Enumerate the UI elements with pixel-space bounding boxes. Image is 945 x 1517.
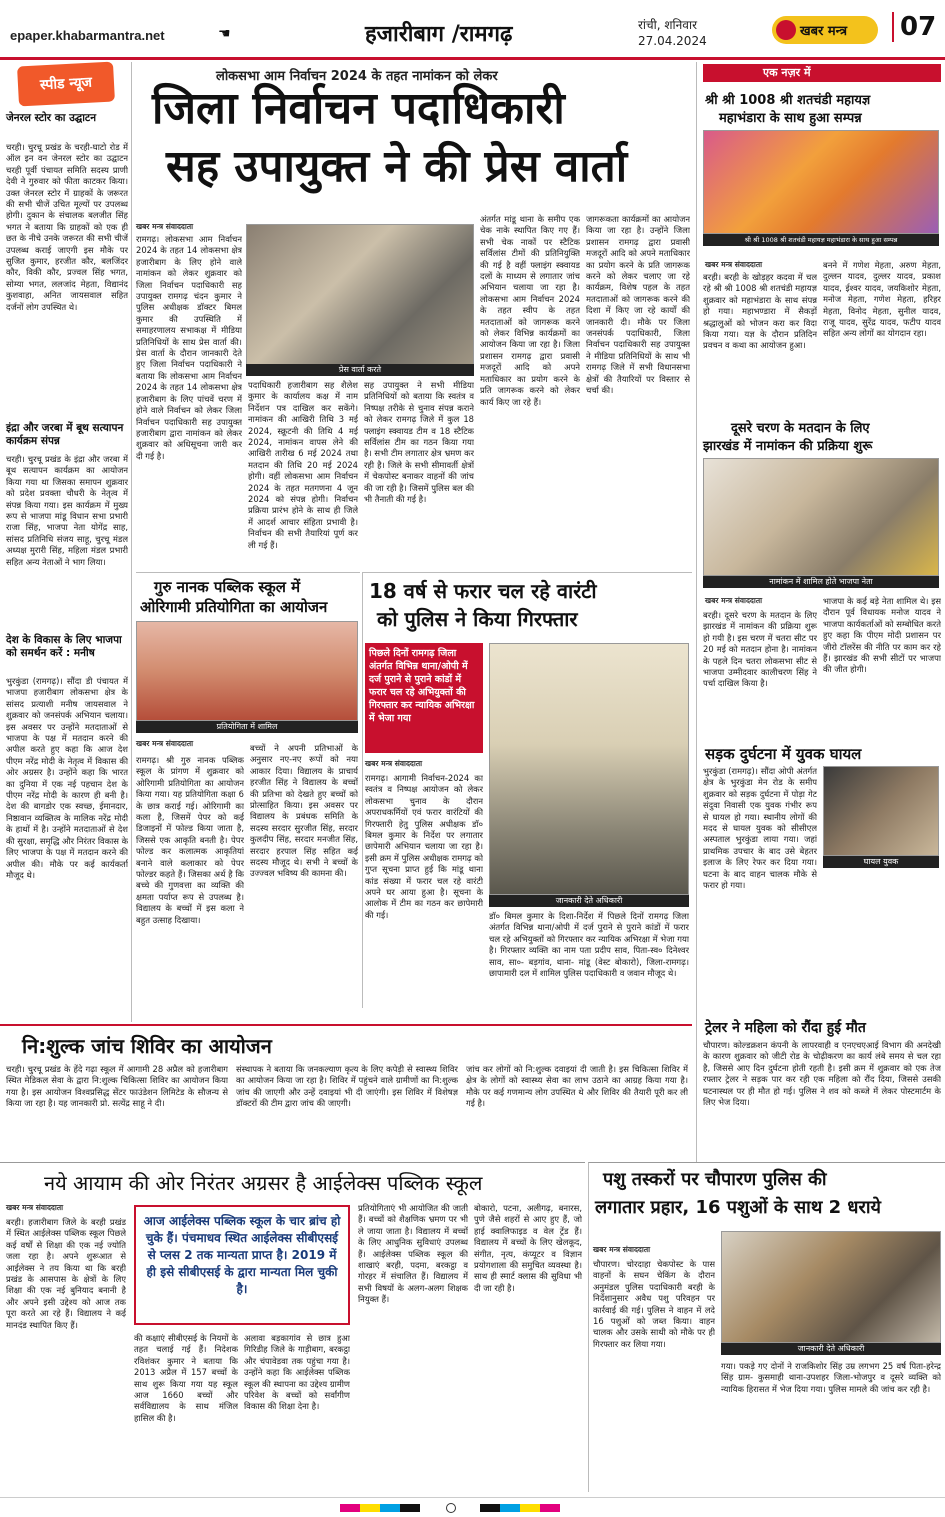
gn-photo <box>136 621 358 721</box>
trailer-headline: ट्रेलर ने महिला को रौंदा हुई मौत <box>705 1020 866 1036</box>
lead-kicker: लोकसभा आम निर्वाचन 2024 के तहत नामांकन को लेकर <box>216 69 498 84</box>
cattle-byline: खबर मन्त्र संवाददाता <box>593 1245 651 1254</box>
ilex-story <box>0 1162 585 1492</box>
cattle-story <box>588 1162 945 1492</box>
accident-photo-caption: घायल युवक <box>823 856 939 868</box>
nomination-photo-caption: नामांकन में शामिल होते भाजपा नेता <box>703 576 939 588</box>
lead-headline-2: सह उपायुक्त ने की प्रेस वार्ता <box>166 141 628 192</box>
nomination-photo <box>703 458 939 576</box>
yajna-headline-2: महाभंडारा के साथ हुआ सम्पन्न <box>719 111 862 126</box>
yajna-photo-caption: श्री श्री 1008 श्री शतचंडी महायज्ञ महाभंडारा के साथ हुआ सम्पन्न <box>703 234 939 246</box>
yajna-headline-1: श्री श्री 1008 श्री शतचंडी महायज्ञ <box>705 93 871 108</box>
cursor-icon: ☚ <box>218 26 231 42</box>
warrant-story <box>362 572 692 1008</box>
gn-col-2: बच्चों ने अपनी प्रतिभाओं के अनुसार नए-नए रूपों को नया आकार दिया। विद्यालय के प्राचार्य हरजीत सिंह ने विद्यालय के बच्चों की प्रतिभा को देखते हुए बच्चों को प्रोत्साहित किया। इस अवसर पर विद्यालय के प्रबंधक समिति के सदस्य सरदार सुरजीत सिंह, सरदार कुलदीप सिंह, सरदार मनजीत सिंह, सरदार हरपाल सिंह सहित कई सदस्य मौजूद थे। सभी ने बच्चों के उज्ज्वल भविष्य की कामना की। <box>250 743 358 879</box>
accident-body: भुरकुंडा (रामगढ़)। सौंदा ओपी अंतर्गत क्षेत्र के भुरकुंडा मेन रोड के समीप शुक्रवार को सड़क दुर्घटना में पोड़ा गेट संदुवा निवासी एक युवक गंभीर रूप से घायल हो गया। स्थानीय लोगों की मदद से घायल युवक को सीसीएल अस्पताल भुरकुंडा लाया गया। जहां प्राथमिक उपचार के बाद उसे बेहतर इलाज के लिए रेफर कर दिया गया। घटना के बाद वाहन चालक मौके से फरार हो गया। <box>703 766 817 891</box>
ek-nazar-bar <box>703 64 941 82</box>
warrant-col-1: रामगढ़। आगामी निर्वाचन-2024 का स्वतंत्र व निष्पक्ष आयोजन को लेकर लोकसभा चुनाव के दौरान अपराधकर्मियों एवं फरार वारंटियों की गिरफ्तारी हेतु पुलिस अधीक्षक डॉ० बिमल कुमार के निर्देश पर लगातार छापेमारी अभियान चलाया जा रहा है। इसी क्रम में पुलिस अधीक्षक रामगढ़ को गुप्त सूचना प्राप्त हुई कि मांडू थाना कांड संख्या में फरार चल रहे वारंटी अपने घर आया हुआ है। सूचना के आलोक में टीम का गठन कर छापेमारी की गई। <box>365 773 483 920</box>
trailer-body: चौपारण। कोल्डक्रशन कंपनी के लापरवाही व एनएचएआई विभाग की अनदेखी के कारण शुक्रवार को जीटी रोड के चोढ़ीकरण का कार्य लंबे समय से चल रहा है, जिससे आए दिन दुर्घटना होती रहती है। इसी क्रम में शुक्रवार को एक तेज रफ्तार ट्रेलर ने सड़क पार कर रही एक महिला को रौंद दिया, जिससे उसकी घटनास्थल पर ही मौत हो गई। पुलिस ने शव को कब्जे में लेकर पोस्टमार्टम के लिए भेज दिया। <box>703 1040 941 1108</box>
reg-mark-icon <box>446 1503 456 1513</box>
yajna-byline: खबर मन्त्र संवाददाता <box>705 260 763 269</box>
nomination-byline: खबर मन्त्र संवाददाता <box>705 596 763 605</box>
news-title-store: जेनरल स्टोर का उद्घाटन <box>6 112 97 124</box>
accident-headline: सड़क दुर्घटना में युवक घायल <box>705 745 862 763</box>
cattle-headline-1: पशु तस्करों पर चौपारण पुलिस की <box>603 1169 827 1190</box>
accident-photo <box>823 766 939 856</box>
color-bar <box>340 1504 420 1512</box>
news-body-bjp: भुरकुंडा (रामगढ़)। सौंदा डी पंचायत में भाजपा हजारीबाग लोकसभा क्षेत्र के सांसद प्रत्याशी मनीष जायसवाल ने शुक्रवार को जनसंपर्क अभियान चलाया। इस अवसर पर उन्होंने मतदाताओं से भाजपा के पक्ष में मतदान करने की अपील करते हुए कहा कि आज देश पीएम नरेंद्र मोदी के नेतृत्व में विकास की ओर अग्रसर है। उन्होंने कहा कि भारत का दुनिया में एक नई पहचान देश के पीएम नरेंद्र मोदी के कारण ही बनी है। देश की बागडोर एक स्वच्छ, ईमानदार, निष्ठावान व्यक्तित्व के मालिक नरेंद्र मोदी के हाथों में है। उन्होंने मतदाताओं से देश की सुरक्षा, समृद्धि और निरंतर विकास के लिए भाजपा के पक्ष में मतदान करने की अपील की। मौके पर कई कार्यकर्ता मौजूद थे। <box>6 676 128 880</box>
health-col-1: चरही। चुरचू प्रखंड के हेंदे गढ़ा स्कूल में आगामी 28 अप्रैल को हजारीबाग स्थित मेडिकल सेवा के द्वारा नि:शुल्क चिकित्सा शिविर का आयोजन किया गया है। इस आयोजन विश्वप्रसिद्ध सेंटर फाउंडेशन लिमिटेड के सौजन्य से किया जा रहा है। यह जानकारी प्रो. सत्येंद्र साहू ने दी। <box>6 1064 228 1109</box>
lead-col-5: जागरूकता कार्यक्रमों का आयोजन किया जा रहा है। उन्होंने जिला प्रशासन रामगढ़ द्वारा प्रवासी मजदूरों आदि को अपने मताधिकार का प्रयोग करने के प्रति जागरूक करने को लेकर चलाए जा रहे कार्यक्रम, विशेष पहल के तहत मतदाताओं को जागरूक करने की दिशा में किए जा रहे कार्यों की जानकारी दी। मौके पर जिला जनसंपर्क पदाधिकारी, जिला निर्वाचन पदाधिकारी सह उपायुक्त ने मीडिया प्रतिनिधियों के साथ भी रामगढ़ जिले में सभी विधानसभा क्षेत्रों की तैयारियों पर विस्तार से चर्चा की। <box>586 214 690 396</box>
speed-news-label: स्पीड न्यूज <box>39 74 93 94</box>
right-column <box>696 62 945 1162</box>
cattle-photo-caption: जानकारी देते अधिकारी <box>721 1343 941 1355</box>
cattle-headline-2: लगातार प्रहार, 16 पशुओं के साथ 2 धराये <box>595 1197 881 1218</box>
nomination-headline-2: झारखंड में नामांकन की प्रक्रिया शुरू <box>703 439 873 454</box>
gn-byline: खबर मन्त्र संवाददाता <box>136 739 194 748</box>
health-col-2: संस्थापक ने बताया कि जनकल्याण कृत्य के लिए कपेड़ी से स्वास्थ्य शिविर का आयोजन किया जा रहा है। शिविर में पहुंचने वाले ग्रामीणों का नि:शुल्क जांच की जाएगी और उन्हें दवाइयां भी दी जाएंगी। इस शिविर में विशेषज्ञ डॉक्टरों की टीम द्वारा जांच की जाएगी। <box>236 1064 458 1109</box>
yajna-col-1: बरही। बरही के खोड़हर कदवा में चल रहे श्री श्री 1008 श्री शतचंडी महायज्ञ शुक्रवार को महाभंडारा के साथ संपन्न हो गया। महाभण्डारा में सैकड़ों श्रद्धालुओं को भोजन करा कर विदा किया गया। यज्ञ के दौरान प्रतिदिन प्रवचन व कथा का आयोजन हुआ। <box>703 272 817 351</box>
cattle-col-2: गया। पकड़े गए दोनों ने राजकिशोर सिंह उम्र लगभग 25 वर्ष पिता-हरेन्द्र सिंह ग्राम- कुसमाही थाना-उपशहर जिला-भोजपुर व दूसरे व्यक्ति को न्यायिक हिरासत में भेज दिया गया। पुलिस मामले की जांच कर रही है। <box>721 1361 941 1394</box>
gn-photo-caption: प्रतियोगिता में शामिल <box>136 721 358 733</box>
yajna-photo <box>703 130 939 234</box>
warrant-col-2: डॉ० बिमल कुमार के दिशा-निर्देश में पिछले दिनों रामगढ़ जिला अंतर्गत विभिन्न थाना/ओपी में दर्ज पुराने से पुराने कांडों में फरार चल रहे अभियुक्तों को गिरफ्तार कर न्यायिक अभिरक्षा में भेजा गया है। गिरफ्तार व्यक्ति का नाम पता प्रदीप साव, पिता-स्व० दिनेश्वर साव, सा०- बड़गांव, थाना- मांडू (वेस्ट बोकारो), जिला-रामगढ़। छापामारी दल में शामिल पुलिस पदाधिकारी व जवान मौजूद थे। <box>489 911 689 979</box>
registration-strip <box>0 1497 945 1517</box>
yajna-col-2: बनने में गणेश मेहता, अरुण मेहता, दुल्लन यादव, दुल्लर यादव, प्रकाश यादव, ईश्वर यादव, जयकिशोर मेहता, मनोज मेहता, गणेश मेहता, हरिहर मेहता, विनोद मेहता, सुनील यादव, राजू यादव, सुरेंद्र यादव, फटीप यादव सहित अन्य लोगों का योगदान रहा। <box>823 260 941 339</box>
lead-col-3: सह उपायुक्त ने सभी मीडिया प्रतिनिधियों को बताया कि स्वतंत्र व निष्पक्ष तरीके से चुनाव संपन्न कराने को लेकर रामगढ़ जिले में कुल 18 फ्लाइंग स्क्वायड टीम व 18 स्टैटिक सर्विलांस टीम का गठन किया गया है। सभी टीम लगातार क्षेत्र भ्रमण कर रही है। जिले के सभी सीमावर्ती क्षेत्रों में चेकपोस्ट बनाकर वाहनों की जांच की जा रही है। जिसमें पुलिस बल की भी तैनाती की गई है। <box>364 380 474 505</box>
health-col-3: जांच कर लोगों को नि:शुल्क दवाइयां दी जाती है। इस चिकित्सा शिविर में क्षेत्र के लोगों को स्वास्थ्य सेवा का लाभ उठाने का आग्रह किया गया है। मौके पर कई गणमान्य लोग उपस्थित थे और शिविर की तैयारी पूरी कर ली गई है। <box>466 1064 688 1109</box>
ilex-col-3: अलावा बड़कागांव से छात्र हुआ गिरिडीह जिले के गाड़ीबाग, बरकट्ठा और चंपावेडवा तक पहुंचा गया है। उन्होंने कहा कि आईलेक्स पब्लिक स्कूल की स्थापना का उद्देश्य ग्रामीण परिवेश के बच्चों को सर्वांगीण विकास की शिक्षा देना है। <box>244 1333 350 1412</box>
nomination-col-2: भाजपा के कई बड़े नेता शामिल थे। इस दौरान पूर्व विधायक मनोज यादव ने भाजपा कार्यकर्ताओं को सम्बोधित करते हुए कहा कि पीएम मोदी प्रशासन पर जीरो टॉलरेंस की नीति पर काम कर रहे हैं। झारखंड की सभी सीटों पर भाजपा की जीत होगी। <box>823 596 941 675</box>
lead-headline-1: जिला निर्वाचन पदाधिकारी <box>152 83 565 134</box>
news-body-store: चरही। चुरचू प्रखंड के चरही-घाटो रोड में ऑल इन वन जेनरल स्टोर का उद्घाटन चरही पूर्वी पंचायत समिति सदस्य प्राणी देवी ने गुरुवार को फीता काटकर किया। उक्त जेनरल स्टोर में ग्राहकों के जरूरत की सभी चीजें उचित मूल्यों पर उपलब्ध होगी। दुकान के संचालक बलजीत सिंह भगत ने बताया कि ग्राहकों को एक ही छत के नीचे उनके जरूरत की सभी चीजें उपलब्ध कराई जाएगी इस मौके पर सुजित कुमार, हरजीत कौर, बलजिंदर कौर, विकी कौर, प्रज्वल सिंह भगत, सोम्या भगत, ललजांद मेहता, विद्यानंद कुशवाहा, अनित जायसवाल सहित दर्जनों लोग उपस्थित थे। <box>6 142 128 312</box>
ilex-pullquote: आज आईलेक्स पब्लिक स्कूल के चार ब्रांच हो चुके हैं। पंचमाधव स्थित आईलेक्स सीबीएसई से प्लस 2 तक मान्यता प्राप्त है। 2019 में ही इसे सीबीएसई के द्वारा मान्यता मिल चुकी है। <box>134 1205 350 1325</box>
ilex-col-1: बरही। हजारीबाग जिले के बरही प्रखंड में स्थित आईलेक्स पब्लिक स्कूल पिछले कई वर्षों से शिक्षा की एक नई ज्योति जला रहा है। अपने शुरूआत से आईलेक्स ने तय किया था कि बरही प्रखंड के आसपास के क्षेत्रों के लिए शिक्षा की एक नई बुनियाद बनानी है और अपने इसी उद्देश्य को आज तक पूरा करते आ रहे हैं। विद्यालय ने कई मानदंड स्थापित किए हैं। <box>6 1217 126 1330</box>
lead-photo-caption: प्रेस वार्ता करते <box>246 364 474 376</box>
health-camp-story <box>0 1024 692 1162</box>
ilex-col-5: बोकारो, पटना, अलीगढ़, बनारस, पुणे जैसे शहरों से आए हुए हैं, जो हाई क्वालिफाइड व वेल ट्रेंड हैं। विद्यालय में बच्चों के लिए खेलकूद, संगीत, नृत्य, कंप्यूटर व विज्ञान प्रयोगशाला की समुचित व्यवस्था है। साथ ही स्मार्ट क्लास की सुविधा भी दी जा रही है। <box>474 1203 582 1293</box>
brand-logo-icon <box>776 20 796 40</box>
speed-news-column <box>0 62 132 1022</box>
lead-story <box>136 62 692 572</box>
warrant-headline-2: को पुलिस ने किया गिरफ्तार <box>377 607 578 631</box>
cattle-photo <box>721 1231 941 1343</box>
lead-col-4: अंतर्गत मांडू थाना के समीप एक चेक नाके स्थापित किए गए हैं। सभी चेक नाकों पर स्टैटिक सर्विलांस टीमों की प्रतिनियुक्ति की गई है वहीं फ्लाइंग स्क्वायड दलों के माध्यम से लगातार जांच अभियान चलाया जा रहा है। लोकसभा आम निर्वाचन 2024 के तहत स्वीप के तहत मतदाताओं को जागरूक करने को लेकर विभिन्न कार्यक्रमों का आयोजन किया जा रहा है। जिला प्रशासन रामगढ़ द्वारा प्रवासी मजदूरों आदि को अपने मताधिकार का प्रयोग करने के प्रति जागरूक करने को लेकर कार्य किए जा रहे हैं। <box>480 214 580 407</box>
cattle-col-1: चौपारण। चोरदाहा चेकपोस्ट के पास वाहनों के सघन चेकिंग के दौरान अनुमंडल पुलिस पदाधिकारी बरही के निर्देशानुसार अवैध पशु परिवहन पर कार्रवाई की गई। पुलिस ने वाहन में लदे 16 पशुओं को जब्त किया। वाहन चालक और उसके साथी को मौके पर ही गिरफ्तार कर लिया गया। <box>593 1259 715 1349</box>
gn-headline-2: ओरिगामी प्रतियोगिता का आयोजन <box>140 598 328 616</box>
ek-nazar-label: एक नज़र में <box>763 66 811 79</box>
brand-name: खबर मन्त्र <box>800 24 848 39</box>
section-title: हजारीबाग /रामगढ़ <box>365 22 513 47</box>
city-day: रांची, शनिवार <box>638 18 697 32</box>
warrant-headline-1: 18 वर्ष से फरार चल रहे वारंटी <box>369 579 597 603</box>
issue-date: 27.04.2024 <box>638 34 707 48</box>
ilex-byline: खबर मन्त्र संवाददाता <box>6 1203 64 1212</box>
guru-nanak-story <box>136 572 360 1008</box>
site-url[interactable]: epaper.khabarmantra.net <box>10 28 165 43</box>
ilex-col-4: प्रतियोगिताएं भी आयोजित की जाती हैं। बच्चों को शैक्षणिक भ्रमण पर भी ले जाया जाता है। विद्यालय में बच्चों के लिए आधुनिक सुविधाएं उपलब्ध हैं। आईलेक्स पब्लिक स्कूल की शाखाएं बरही, पदमा, बरकट्ठा व गोरहर में संचालित हैं। विद्यालय में सभी विषयों के अलग-अलग शिक्षक नियुक्त हैं। <box>358 1203 468 1305</box>
lead-col-2: पदाधिकारी हजारीबाग सह शैलेश कुमार के कार्यालय कक्ष में नाम निर्देशन पत्र दाखिल कर सकेंगे। नामांकन की आखिरी तिथि 3 मई 2024, स्क्रूटनी की तिथि 4 मई 2024, नामांकन वापस लेने की आखिरी तारीख 6 मई 2024 तथा मतदान की तिथि 20 मई 2024 होगी। वहीं लोकसभा आम निर्वाचन 2024 के तहत मतगणना 4 जून 2024 को संपन्न होगी। निर्वाचन प्रक्रिया प्रारंभ होने के साथ ही जिले में आदर्श आचार संहिता प्रभावी है। निर्वाचन की सभी तैयारियां पूर्ण कर ली गई हैं। <box>248 380 358 550</box>
lead-byline: खबर मन्त्र संवाददाता <box>136 222 194 231</box>
warrant-summary: पिछले दिनों रामगढ़ जिला अंतर्गत विभिन्न थाना/ओपी में दर्ज पुराने से पुराने कांडों में फरार चल रहे अभियुक्तों की गिरफ्तार कर न्यायिक अभिरक्षा में भेजा गया <box>365 643 483 753</box>
news-title-booth: इंद्रा और जरबा में बूथ सत्यापन कार्यक्रम संपन्न <box>6 422 124 447</box>
news-body-booth: चरही। चुरचू प्रखंड के इंद्रा और जरबा में बूथ सत्यापन कार्यक्रम का आयोजन किया गया था जिसका समापन शुक्रवार को प्रदेश प्रवक्ता चौधरी के नेतृत्व में संपन्न किया गया। इस कार्यक्रम में मुख्य रूप से भाजपा मांडू विधान सभा प्रभारी राजा सिंह, भाजपा नेता योगेंद्र साह, सांसद प्रतिनिधि संजय साहू, चुरचू मंडल अध्यक्ष मुरारी सिंह, महिला मंडल प्रभारी सहित अन्य नेताओं ने भाग लिया। <box>6 454 128 567</box>
ilex-headline: नये आयाम की ओर निरंतर अग्रसर है आईलेक्स पब्लिक स्कूल <box>44 1171 483 1195</box>
warrant-photo-caption: जानकारी देते अधिकारी <box>489 895 689 907</box>
lead-photo <box>246 224 474 366</box>
brand-badge <box>772 16 878 44</box>
speed-news-badge <box>17 62 115 107</box>
ilex-col-2: की कक्षाएं सीबीएसई के नियमों के तहत चलाई गई हैं। निदेशक रविशंकर कुमार ने बताया कि 2013 अप्रैल में 157 बच्चों के साथ शुरू किया गया यह स्कूल आज 1660 बच्चों और सर्वविद्यालय के साथ मंजिल हासिल की है। <box>134 1333 238 1423</box>
gn-col-1: रामगढ़। श्री गुरु नानक पब्लिक स्कूल के प्रांगण में शुक्रवार को ओरिगामी प्रतियोगिता का आयोजन किया गया। यह प्रतियोगिता कक्षा 6 के छात्र कराई गई। ओरिगामी का कला है, जिसमें पेपर को कई डिजाइनों में फोल्ड किया जाता है, जिससे एक आकृति बनती है। पेपर फोल्ड कर कलात्मक आकृतियां बनाने वाले कलाकार को पेपर फोल्डर कहते हैं। जिसका अर्थ है कि बच्चे की गुणवत्ता का व्यक्ति की क्षमता पर्याप्त रूप से उपलब्ध है। विद्यालय के बच्चों में इस कला ने बहुत उत्साह दिखाया। <box>136 755 244 925</box>
page-number: 07 <box>892 12 936 42</box>
masthead <box>0 0 945 60</box>
lead-col-1: रामगढ़। लोकसभा आम निर्वाचन 2024 के तहत 14 लोकसभा क्षेत्र हजारीबाग के लिए होने वाले नामांकन को लेकर शुक्रवार को जिला निर्वाचन पदाधिकारी सह उपायुक्त रामगढ़ चंदन कुमार ने पुलिस अधीक्षक डॉक्टर बिमल कुमार की उपस्थिति में समाहरणालय सभाकक्ष में मीडिया प्रतिनिधियों के साथ प्रेस वार्ता की। प्रेस वार्ता के दौरान जानकारी देते हुए जिला निर्वाचन पदाधिकारी ने बताया कि लोकसभा आम निर्वाचन 2024 के तहत 14 लोकसभा क्षेत्र हजारीबाग के लिए पांचवें चरण में होने वाले निर्वाचन को लेकर जिला निर्वाचन पदाधिकारी सह उपायुक्त हजारीबाग द्वारा नामांकन को लेकर शुक्रवार को अधिसूचना जारी कर दी गई है। <box>136 234 242 461</box>
warrant-photo <box>489 643 689 895</box>
health-camp-headline: नि:शुल्क जांच शिविर का आयोजन <box>22 1034 272 1058</box>
news-title-bjp: देश के विकास के लिए भाजपा को समर्थन करें : मनीष <box>6 634 122 659</box>
nomination-col-1: बरही। दूसरे चरण के मतदान के लिए झारखंड में नामांकन की प्रक्रिया शुरू हो गयी है। इस चरण में चतरा सीट पर 20 मई को मतदान होना है। नामांकन के पहले दिन चतरा लोकसभा सीट से भाजपा उम्मीदवार कालीचरण सिंह ने पर्चा दाखिल किया है। <box>703 610 817 689</box>
nomination-headline-1: दूसरे चरण के मतदान के लिए <box>731 421 870 436</box>
color-bar-2 <box>480 1504 560 1512</box>
gn-headline-1: गुरु नानक पब्लिक स्कूल में <box>154 578 301 596</box>
warrant-byline: खबर मन्त्र संवाददाता <box>365 759 423 768</box>
